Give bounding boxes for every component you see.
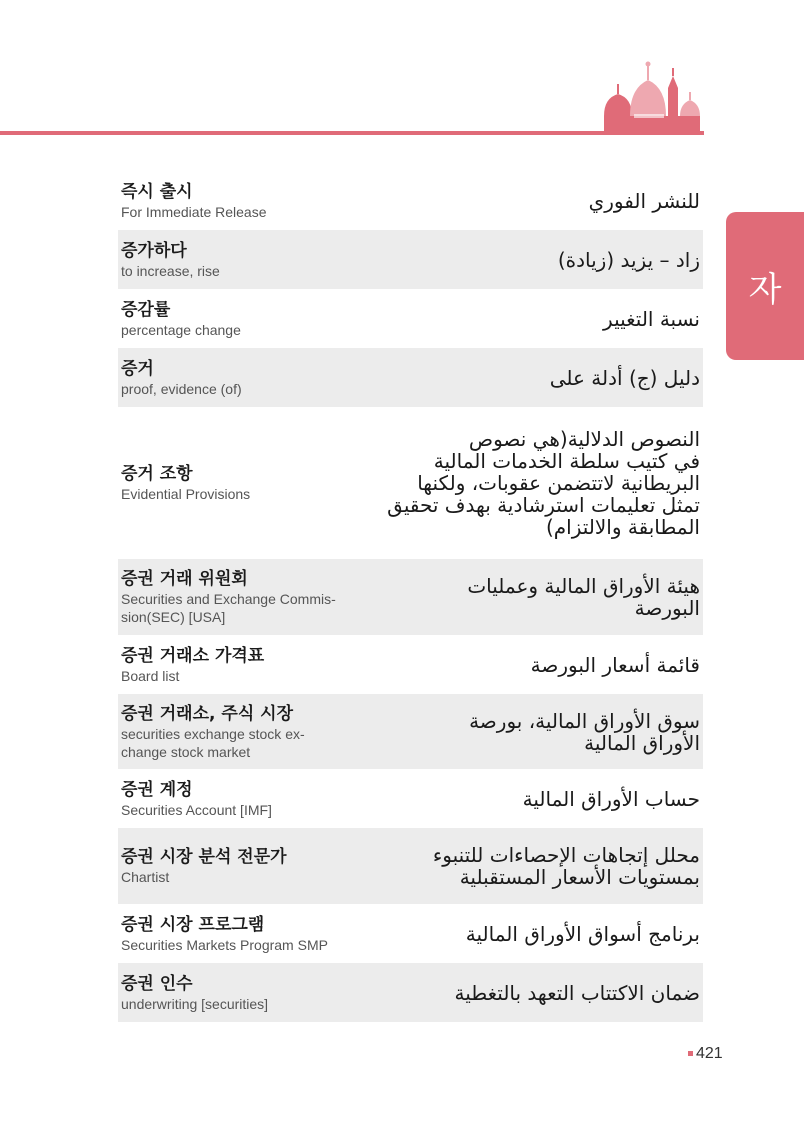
glossary-entry xyxy=(118,289,703,348)
arabic-term: النصوص الدلالية(هي نصوص في كتيب سلطة الخدمات المالية البريطانية لاتتضمن عقوبات، ولكنها تمثل تعليمات استرشادية بهدف تحقيق المطابقة والالتزام) xyxy=(387,427,700,539)
korean-term: 증거 xyxy=(121,358,154,379)
korean-term: 증가하다 xyxy=(121,240,187,261)
page-marker xyxy=(688,1051,693,1056)
korean-term: 증권 시장 분석 전문가 xyxy=(121,847,287,867)
section-tab-label: 자 xyxy=(748,269,782,310)
english-term: to increase, rise xyxy=(121,262,220,279)
korean-term: 즉시 출시 xyxy=(121,182,193,202)
glossary-entry xyxy=(118,559,703,635)
korean-term: 증거 조항 xyxy=(121,464,193,484)
glossary-entry xyxy=(118,828,703,904)
header-rule xyxy=(0,131,704,135)
korean-term: 증감률 xyxy=(121,299,171,320)
arabic-term: سوق الأوراق المالية، بورصة الأوراق المالية xyxy=(469,708,700,755)
mosque-illustration xyxy=(600,58,704,132)
glossary-entry xyxy=(118,635,703,694)
glossary-entry xyxy=(118,230,703,289)
glossary-entry xyxy=(118,694,703,769)
arabic-term: قائمة أسعار البورصة xyxy=(530,652,700,677)
korean-term: 증권 계정 xyxy=(121,779,193,800)
english-term: Securities Markets Program SMP xyxy=(121,936,328,953)
english-term: securities exchange stock ex- change stock market xyxy=(121,725,305,760)
glossary-entry xyxy=(118,348,703,407)
arabic-term: دليل (ج) أدلة على xyxy=(549,365,700,390)
english-term: For Immediate Release xyxy=(121,204,267,220)
glossary-list xyxy=(118,172,703,1022)
korean-term: 증권 시장 프로그램 xyxy=(121,914,265,935)
arabic-term: للنشر الفوري xyxy=(588,189,700,213)
arabic-term: حساب الأوراق المالية xyxy=(522,786,700,811)
glossary-entry xyxy=(118,963,703,1022)
page-number xyxy=(688,1045,723,1063)
page-number-text: 421 xyxy=(696,1045,723,1062)
korean-term: 증권 거래 위원회 xyxy=(121,569,248,589)
english-term: underwriting [securities] xyxy=(121,995,269,1012)
english-term: Securities and Exchange Commis- sion(SEC) [USA] xyxy=(121,591,336,625)
arabic-term: نسبة التغيير xyxy=(603,306,700,331)
glossary-entry xyxy=(118,769,703,828)
korean-term: 증권 거래소, 주식 시장 xyxy=(121,703,294,724)
arabic-term: هيئة الأوراق المالية وعمليات البورصة xyxy=(467,574,700,620)
english-term: Chartist xyxy=(121,869,170,885)
section-tab[interactable] xyxy=(726,212,804,360)
english-term: Board list xyxy=(121,667,180,684)
english-term: proof, evidence (of) xyxy=(121,380,242,397)
arabic-term: برنامج أسواق الأوراق المالية xyxy=(465,921,700,946)
korean-term: 증권 거래소 가격표 xyxy=(121,645,265,666)
korean-term: 증권 인수 xyxy=(121,973,193,994)
glossary-entry xyxy=(118,904,703,963)
arabic-term: زاد – يزيد (زيادة) xyxy=(557,247,700,272)
arabic-term: ضمان الاكتتاب التعهد بالتغطية xyxy=(454,980,700,1005)
glossary-entry xyxy=(118,407,703,559)
english-term: Evidential Provisions xyxy=(121,486,251,502)
english-term: percentage change xyxy=(121,321,241,338)
arabic-term: محلل إتجاهات الإحصاءات للتنبوء بمستويات الأسعار المستقبلية xyxy=(432,843,700,889)
glossary-entry xyxy=(118,172,703,230)
english-term: Securities Account [IMF] xyxy=(121,801,272,818)
